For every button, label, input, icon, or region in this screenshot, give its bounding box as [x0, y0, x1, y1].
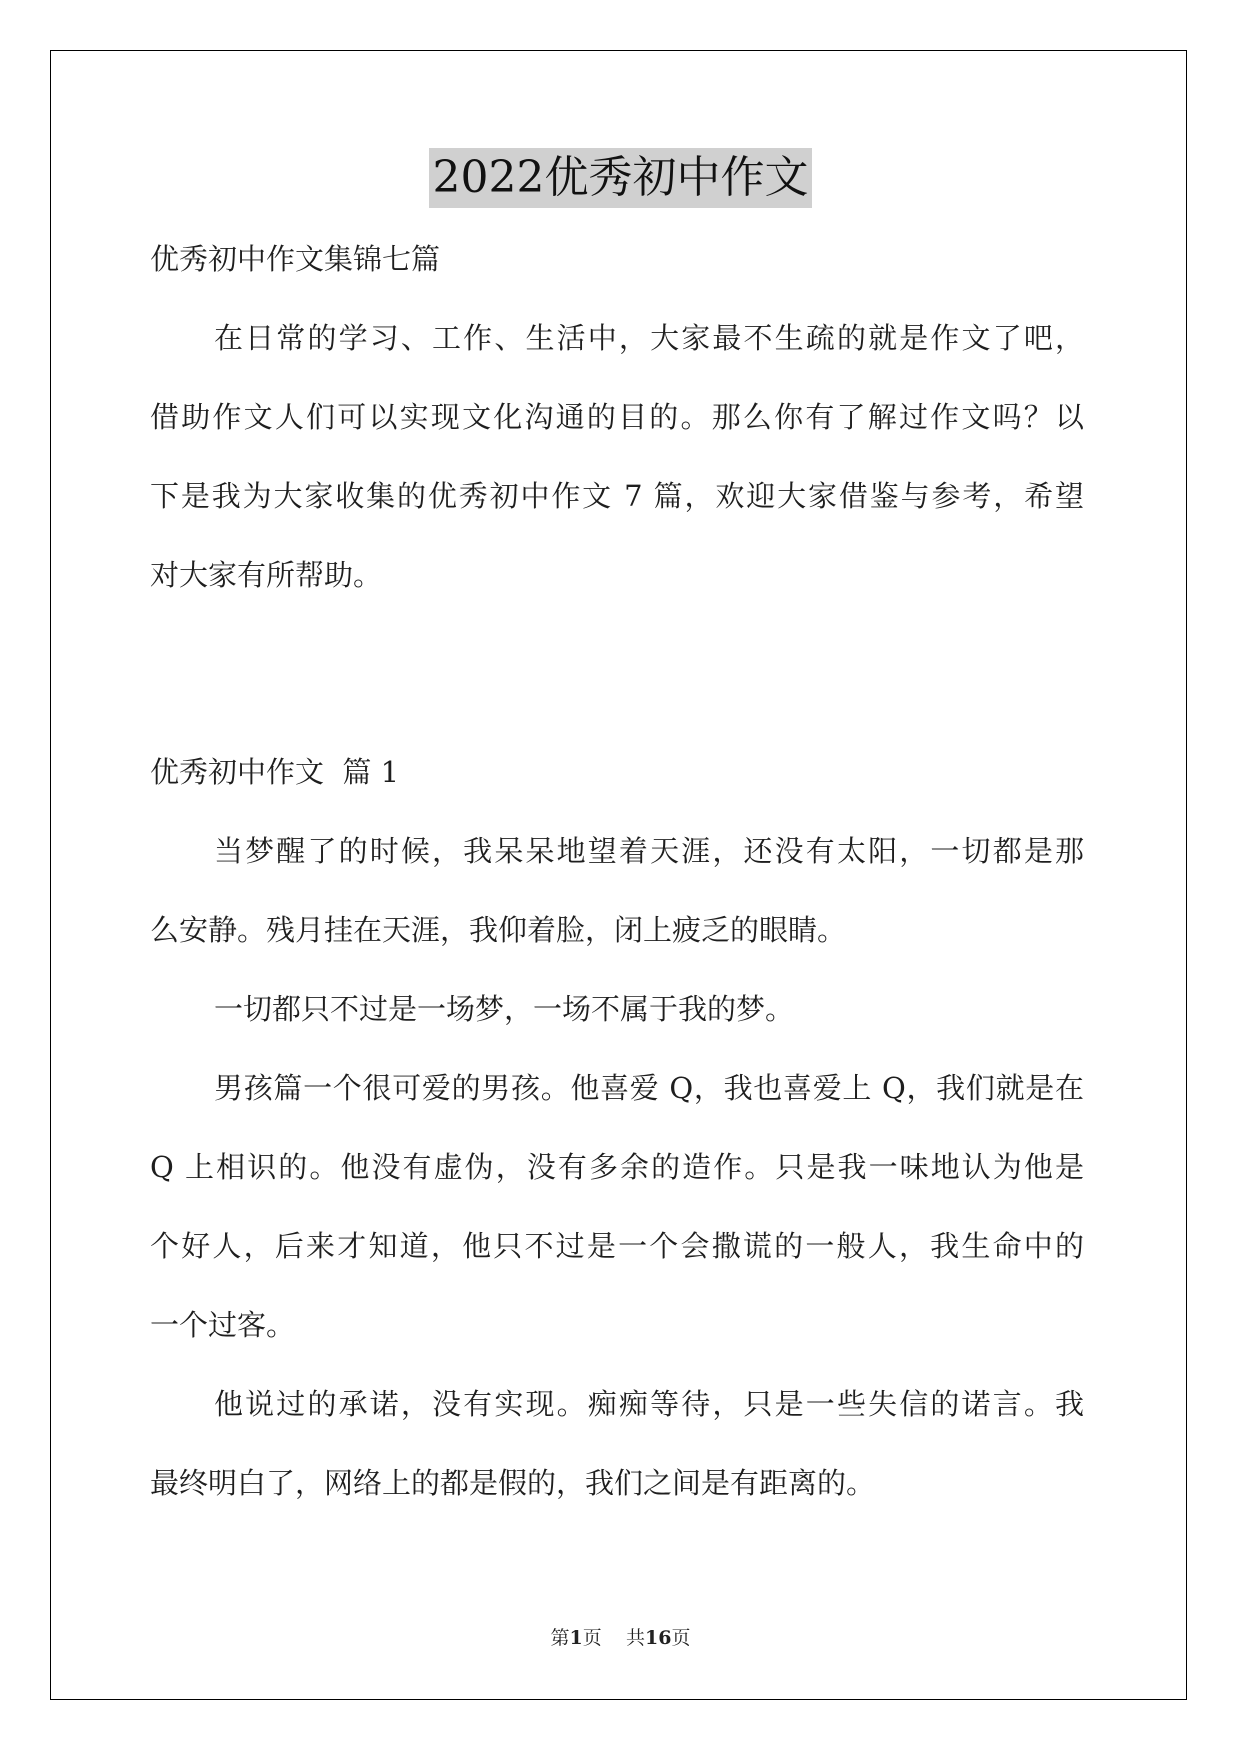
footer-page-suffix: 页 [582, 1627, 602, 1649]
intro-line-3: 下是我为大家收集的优秀初中作文 7 篇，欢迎大家借鉴与参考，希望 [150, 479, 1084, 513]
body-line-3: 一切都只不过是一场梦，一场不属于我的梦。 [214, 992, 795, 1026]
body-line-9: 最终明白了，网络上的都是假的，我们之间是有距离的。 [150, 1466, 876, 1500]
section-heading: 优秀初中作文 篇 1 [150, 755, 400, 789]
body-line-1: 当梦醒了的时候，我呆呆地望着天涯，还没有太阳，一切都是那 [214, 834, 1084, 868]
body-line-2: 么安静。残月挂在天涯，我仰着脸，闭上疲乏的眼睛。 [150, 913, 847, 947]
intro-line-1: 在日常的学习、工作、生活中，大家最不生疏的就是作文了吧， [214, 321, 1084, 355]
document-title: 2022优秀初中作文 [429, 148, 813, 208]
body-line-4: 男孩篇一个很可爱的男孩。他喜爱 Q，我也喜爱上 Q，我们就是在 [214, 1071, 1084, 1105]
body-line-8: 他说过的承诺，没有实现。痴痴等待，只是一些失信的诺言。我 [214, 1387, 1084, 1421]
body-line-6: 个好人，后来才知道，他只不过是一个会撒谎的一般人，我生命中的 [150, 1229, 1084, 1263]
page-border [50, 50, 1187, 1700]
page-footer [0, 1623, 1241, 1650]
body-line-5: Q 上相识的。他没有虚伪，没有多余的造作。只是我一味地认为他是 [150, 1150, 1084, 1184]
footer-total-prefix: 共 [625, 1627, 645, 1649]
intro-line-2: 借助作文人们可以实现文化沟通的目的。那么你有了解过作文吗？以 [150, 400, 1084, 434]
footer-page-prefix: 第 [550, 1627, 570, 1649]
intro-line-4: 对大家有所帮助。 [150, 558, 383, 592]
title-container [0, 148, 1241, 208]
footer-total-pages: 16 [644, 1627, 672, 1649]
footer-total-suffix: 页 [671, 1627, 691, 1649]
footer-page-number: 1 [569, 1627, 583, 1649]
document-subtitle: 优秀初中作文集锦七篇 [150, 242, 441, 276]
body-line-7: 一个过客。 [150, 1308, 296, 1342]
